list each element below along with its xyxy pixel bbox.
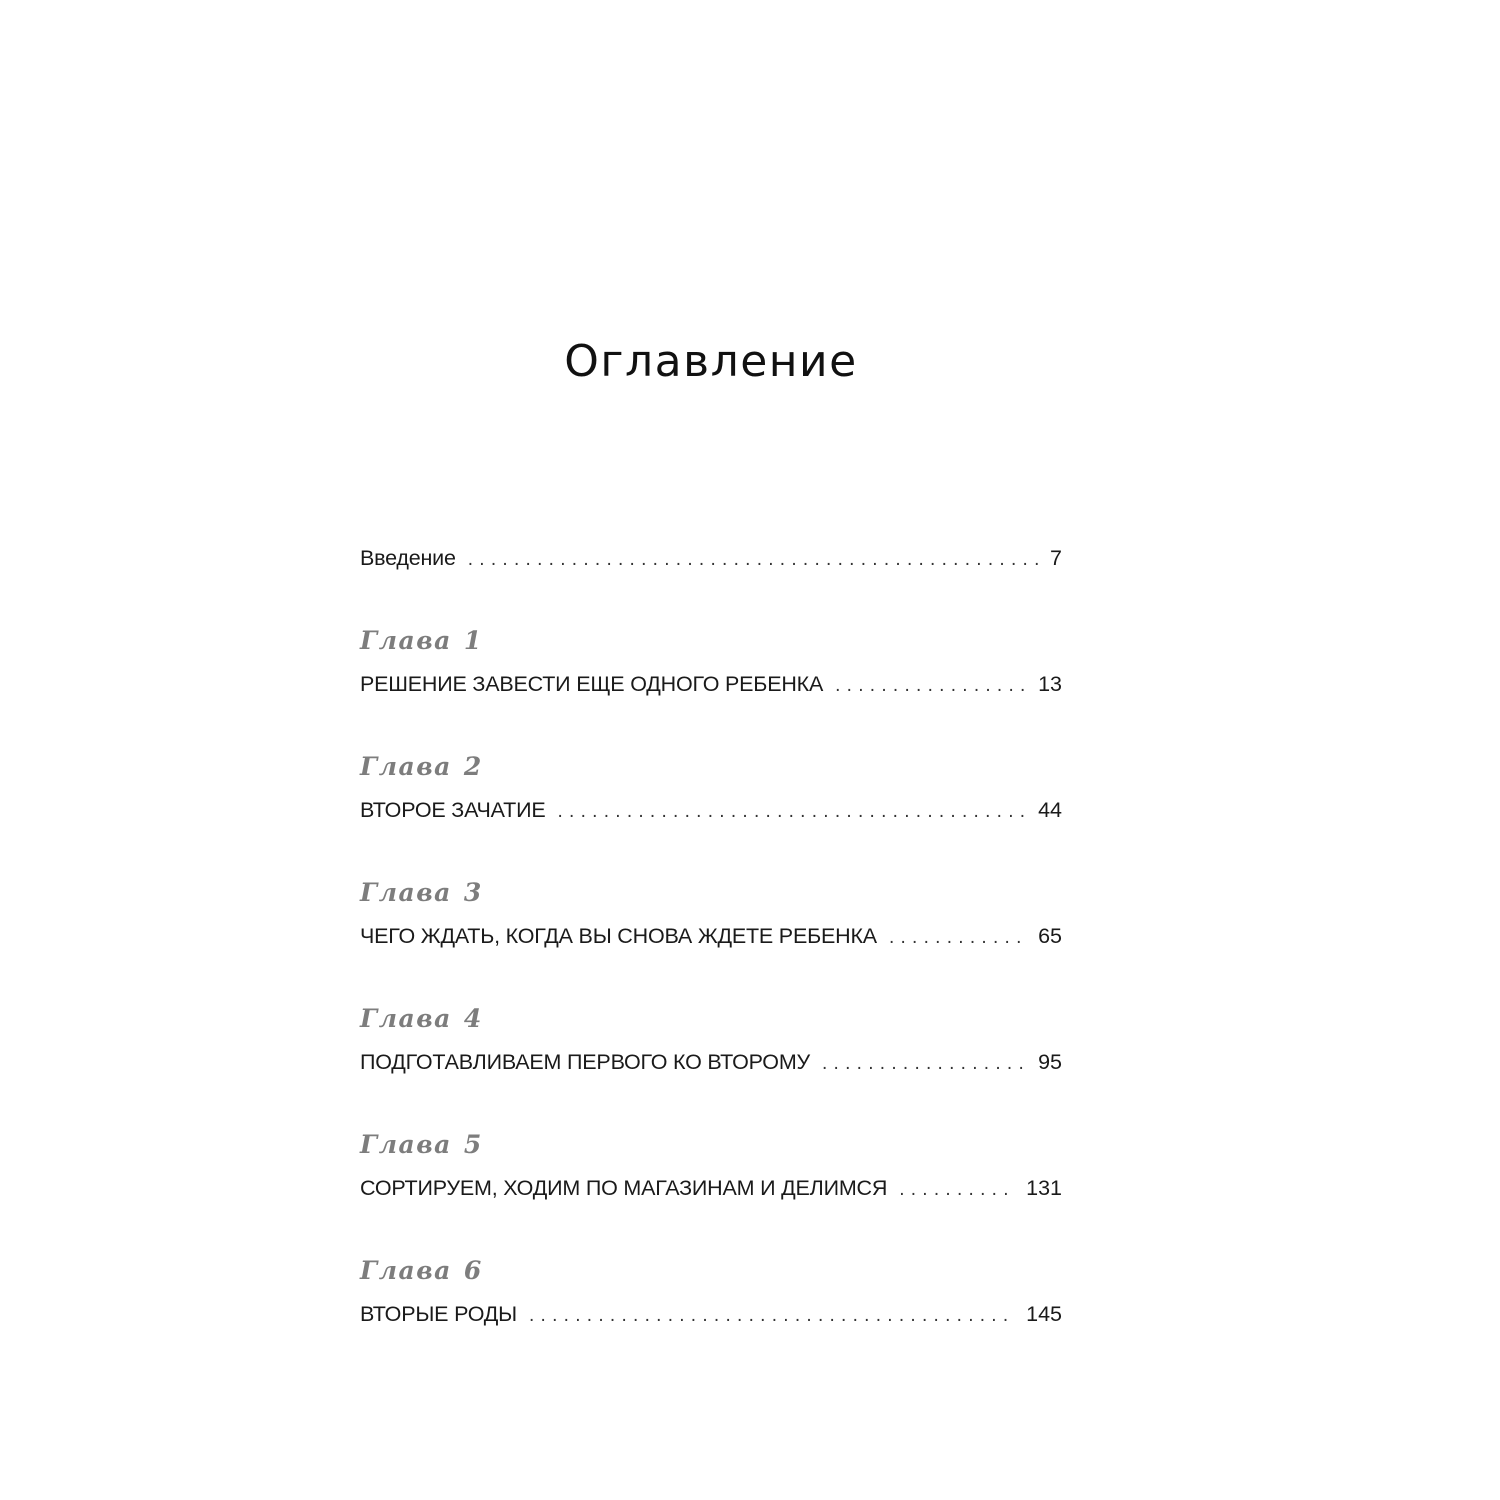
chapter-number: 1 — [463, 626, 483, 655]
dot-leader — [835, 669, 1026, 703]
toc-entry-title: РЕШЕНИЕ ЗАВЕСТИ ЕЩЕ ОДНОГО РЕБЕНКА — [360, 672, 824, 696]
dot-leader — [529, 1299, 1014, 1333]
toc-entry-introduction[interactable] — [360, 541, 1062, 575]
chapter-number: 5 — [463, 1130, 483, 1159]
chapter-number: 3 — [463, 878, 483, 907]
toc-page-number: 13 — [1038, 672, 1062, 696]
toc-entry-chapter-6[interactable] — [360, 1297, 1062, 1331]
dot-leader — [468, 543, 1038, 577]
chapter-word: Глава — [360, 1004, 452, 1033]
dot-leader — [899, 1173, 1014, 1207]
chapter-word: Глава — [360, 626, 452, 655]
toc-entry-chapter-2[interactable] — [360, 793, 1062, 827]
dot-leader — [822, 1047, 1026, 1081]
toc-entry-chapter-4[interactable] — [360, 1045, 1062, 1079]
toc-entry-title: ВТОРЫЕ РОДЫ — [360, 1302, 517, 1326]
chapter-label-5 — [360, 1127, 483, 1163]
toc-page-number: 131 — [1026, 1176, 1062, 1200]
chapter-label-3 — [360, 875, 483, 911]
toc-entry-title: Введение — [360, 546, 456, 570]
toc-entry-title: ЧЕГО ЖДАТЬ, КОГДА ВЫ СНОВА ЖДЕТЕ РЕБЕНКА — [360, 924, 877, 948]
chapter-word: Глава — [360, 1130, 452, 1159]
chapter-word: Глава — [360, 752, 452, 781]
chapter-label-4 — [360, 1001, 483, 1037]
toc-page-number: 44 — [1038, 798, 1062, 822]
chapter-number: 4 — [463, 1004, 483, 1033]
toc-entry-title: СОРТИРУЕМ, ХОДИМ ПО МАГАЗИНАМ И ДЕЛИМСЯ — [360, 1176, 888, 1200]
toc-entry-title: ПОДГОТАВЛИВАЕМ ПЕРВОГО КО ВТОРОМУ — [360, 1050, 810, 1074]
toc-entry-chapter-3[interactable] — [360, 919, 1062, 953]
toc-entry-chapter-5[interactable] — [360, 1171, 1062, 1205]
toc-page-number: 65 — [1038, 924, 1062, 948]
dot-leader — [889, 921, 1026, 955]
dot-leader — [557, 795, 1026, 829]
toc-page-number: 7 — [1050, 546, 1062, 570]
chapter-label-1 — [360, 623, 483, 659]
chapter-number: 6 — [463, 1256, 483, 1285]
toc-entry-title: ВТОРОЕ ЗАЧАТИЕ — [360, 798, 546, 822]
chapter-number: 2 — [463, 752, 483, 781]
chapter-word: Глава — [360, 1256, 452, 1285]
toc-entry-chapter-1[interactable] — [360, 667, 1062, 701]
toc-page-number: 95 — [1038, 1050, 1062, 1074]
chapter-label-2 — [360, 749, 483, 785]
chapter-label-6 — [360, 1253, 483, 1289]
toc-page-number: 145 — [1026, 1302, 1062, 1326]
page-title: Оглавление — [564, 336, 858, 387]
chapter-word: Глава — [360, 878, 452, 907]
